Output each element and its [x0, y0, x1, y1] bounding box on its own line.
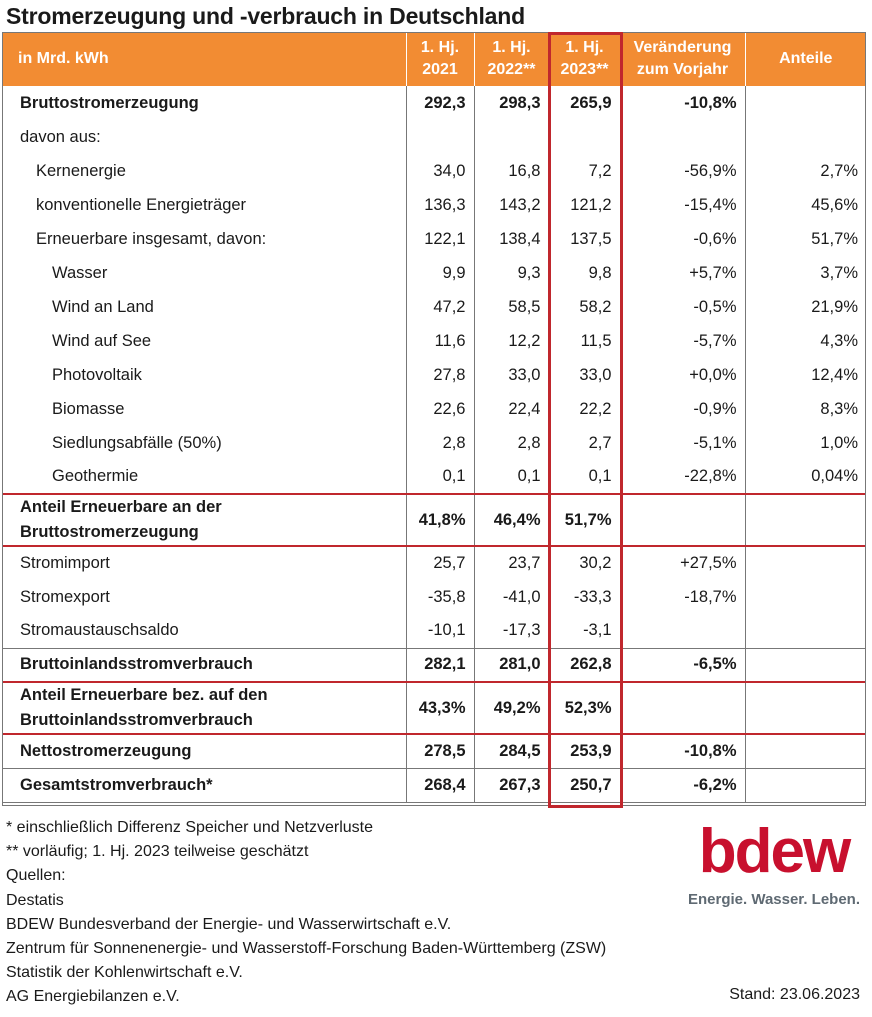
table-row — [2, 188, 866, 222]
value-2021: 136,3 — [406, 188, 474, 222]
share-value: 21,9% — [745, 290, 866, 324]
table-row — [2, 358, 866, 392]
value-2023: -33,3 — [549, 580, 620, 614]
value-2022: 9,3 — [474, 256, 549, 290]
value-2023: 11,5 — [549, 324, 620, 358]
value-2021: 34,0 — [406, 154, 474, 188]
value-2022: 22,4 — [474, 392, 549, 426]
value-2021: 43,3% — [406, 682, 474, 734]
value-2022 — [474, 120, 549, 154]
value-2022: 0,1 — [474, 460, 549, 494]
row-label: Bruttostromerzeugung — [20, 93, 199, 112]
table-row — [2, 648, 866, 682]
row-label: Anteil Erneuerbare bez. auf den Bruttoinlandsstromverbrauch — [2, 682, 406, 734]
value-2022: 284,5 — [474, 734, 549, 768]
value-2023 — [549, 120, 620, 154]
change-value: -15,4% — [620, 188, 745, 222]
table-row — [2, 392, 866, 426]
value-2022: 49,2% — [474, 682, 549, 734]
row-label: Siedlungsabfälle (50%) — [52, 433, 222, 452]
change-value: -0,6% — [620, 222, 745, 256]
value-2021: 2,8 — [406, 426, 474, 460]
table-row — [2, 290, 866, 324]
change-value: +27,5% — [620, 546, 745, 580]
table-row — [2, 580, 866, 614]
table-header-row — [2, 32, 866, 86]
value-2023: 137,5 — [549, 222, 620, 256]
col-header-change: Veränderung zum Vorjahr — [620, 32, 745, 86]
unit-header: in Mrd. kWh — [18, 50, 109, 67]
value-2022: 46,4% — [474, 494, 549, 546]
row-label: Bruttoinlandsstromverbrauch — [2, 648, 406, 682]
table-row — [2, 120, 866, 154]
value-2023: 253,9 — [549, 734, 620, 768]
logo-word: bdew — [698, 818, 850, 886]
share-value — [745, 648, 866, 682]
table-row — [2, 460, 866, 494]
row-label: Anteil Erneuerbare an der Bruttostromerzeugung — [2, 494, 406, 546]
value-2022: 143,2 — [474, 188, 549, 222]
table-row — [2, 734, 866, 768]
share-value: 8,3% — [745, 392, 866, 426]
value-2021: 0,1 — [406, 460, 474, 494]
share-value: 3,7% — [745, 256, 866, 290]
change-value: -56,9% — [620, 154, 745, 188]
change-value: -6,2% — [620, 768, 745, 802]
row-label: konventionelle Energieträger — [36, 195, 247, 214]
table-row — [2, 256, 866, 290]
value-2022: 298,3 — [474, 86, 549, 120]
share-value: 1,0% — [745, 426, 866, 460]
footnote: ** vorläufig; 1. Hj. 2023 teilweise geschätzt — [6, 843, 309, 861]
table-row — [2, 546, 866, 580]
share-value: 45,6% — [745, 188, 866, 222]
value-2023: 0,1 — [549, 460, 620, 494]
value-2023: 262,8 — [549, 648, 620, 682]
table-row — [2, 768, 866, 802]
value-2023: 51,7% — [549, 494, 620, 546]
value-2023: 9,8 — [549, 256, 620, 290]
share-value — [745, 682, 866, 734]
change-value: -0,5% — [620, 290, 745, 324]
value-2023: 265,9 — [549, 86, 620, 120]
table-row — [2, 494, 866, 546]
value-2021: 11,6 — [406, 324, 474, 358]
value-2021: 282,1 — [406, 648, 474, 682]
source-item: Zentrum für Sonnenenergie- und Wasserstoff-Forschung Baden-Württemberg (ZSW) — [6, 940, 607, 958]
table-row — [2, 222, 866, 256]
value-2022: -17,3 — [474, 614, 549, 648]
value-2022: 58,5 — [474, 290, 549, 324]
source-item: BDEW Bundesverband der Energie- und Wasserwirtschaft e.V. — [6, 915, 452, 933]
row-label: Geothermie — [52, 467, 139, 485]
footnote: * einschließlich Differenz Speicher und Netzverluste — [6, 819, 373, 836]
share-value: 12,4% — [745, 358, 866, 392]
value-2021: -35,8 — [406, 580, 474, 614]
data-table — [2, 32, 866, 803]
source-item: AG Energiebilanzen e.V. — [6, 988, 180, 1006]
stand-date: Stand: 23.06.2023 — [729, 986, 860, 1003]
share-value — [745, 120, 866, 154]
value-2021: 9,9 — [406, 256, 474, 290]
change-value — [620, 494, 745, 546]
value-2021 — [406, 120, 474, 154]
change-value — [620, 120, 745, 154]
source-item: Statistik der Kohlenwirtschaft e.V. — [6, 964, 243, 982]
change-value — [620, 682, 745, 734]
sources-heading: Quellen: — [6, 867, 66, 885]
change-value: -5,1% — [620, 426, 745, 460]
value-2023: 30,2 — [549, 546, 620, 580]
source-item: Destatis — [6, 891, 64, 909]
value-2022: -41,0 — [474, 580, 549, 614]
value-2021: 122,1 — [406, 222, 474, 256]
row-label: Stromexport — [20, 587, 110, 606]
value-2023: 52,3% — [549, 682, 620, 734]
row-label: Erneuerbare insgesamt, davon: — [36, 229, 267, 248]
value-2021: 47,2 — [406, 290, 474, 324]
value-2022: 2,8 — [474, 426, 549, 460]
logo-tagline: Energie. Wasser. Leben. — [687, 891, 861, 908]
row-label: Stromimport — [2, 546, 406, 580]
row-label: davon aus: — [20, 127, 101, 146]
value-2022: 281,0 — [474, 648, 549, 682]
table-row — [2, 154, 866, 188]
change-value: -0,9% — [620, 392, 745, 426]
col-header-2023: 1. Hj. 2023** — [549, 32, 620, 86]
value-2023: 250,7 — [549, 768, 620, 802]
value-2022: 33,0 — [474, 358, 549, 392]
table-body — [2, 86, 866, 802]
table-row — [2, 324, 866, 358]
table-row — [2, 682, 866, 734]
value-2021: 22,6 — [406, 392, 474, 426]
share-value — [745, 546, 866, 580]
share-value — [745, 580, 866, 614]
value-2023: 7,2 — [549, 154, 620, 188]
footnotes — [6, 816, 606, 1010]
value-2021: 292,3 — [406, 86, 474, 120]
change-value: +0,0% — [620, 358, 745, 392]
change-value — [620, 614, 745, 648]
value-2022: 16,8 — [474, 154, 549, 188]
change-value: -10,8% — [620, 86, 745, 120]
value-2021: 278,5 — [406, 734, 474, 768]
row-label: Wasser — [52, 263, 108, 282]
value-2022: 267,3 — [474, 768, 549, 802]
row-label: Kernenergie — [36, 161, 126, 180]
share-value: 4,3% — [745, 324, 866, 358]
value-2023: -3,1 — [549, 614, 620, 648]
value-2021: 25,7 — [406, 546, 474, 580]
value-2022: 12,2 — [474, 324, 549, 358]
share-value — [745, 768, 866, 802]
value-2023: 33,0 — [549, 358, 620, 392]
value-2022: 23,7 — [474, 546, 549, 580]
row-label: Wind auf See — [52, 331, 152, 350]
share-value — [745, 614, 866, 648]
col-header-share: Anteile — [745, 32, 866, 86]
share-value — [745, 86, 866, 120]
value-2023: 58,2 — [549, 290, 620, 324]
change-value: -5,7% — [620, 324, 745, 358]
value-2021: 268,4 — [406, 768, 474, 802]
change-value: -22,8% — [620, 460, 745, 494]
share-value — [745, 494, 866, 546]
change-value: -10,8% — [620, 734, 745, 768]
bdew-logo-graphic — [686, 818, 862, 910]
col-header-2022: 1. Hj. 2022** — [474, 32, 549, 86]
row-label: Biomasse — [52, 399, 125, 418]
row-label: Gesamtstromverbrauch* — [2, 768, 406, 802]
data-table-wrapper — [2, 32, 866, 806]
row-label: Stromaustauschsaldo — [20, 621, 179, 640]
change-value: +5,7% — [620, 256, 745, 290]
table-row — [2, 426, 866, 460]
value-2023: 121,2 — [549, 188, 620, 222]
value-2023: 2,7 — [549, 426, 620, 460]
table-row — [2, 614, 866, 648]
change-value: -18,7% — [620, 580, 745, 614]
share-value: 51,7% — [745, 222, 866, 256]
change-value: -6,5% — [620, 648, 745, 682]
value-2023: 22,2 — [549, 392, 620, 426]
value-2021: 27,8 — [406, 358, 474, 392]
col-header-2021: 1. Hj. 2021 — [406, 32, 474, 86]
row-label: Nettostromerzeugung — [2, 734, 406, 768]
bdew-logo — [686, 818, 862, 915]
table-row — [2, 86, 866, 120]
value-2022: 138,4 — [474, 222, 549, 256]
share-value — [745, 734, 866, 768]
page-title: Stromerzeugung und -verbrauch in Deutschland — [6, 3, 525, 29]
row-label: Photovoltaik — [52, 365, 142, 384]
row-label: Wind an Land — [52, 297, 154, 316]
value-2021: -10,1 — [406, 614, 474, 648]
value-2021: 41,8% — [406, 494, 474, 546]
share-value: 2,7% — [745, 154, 866, 188]
share-value: 0,04% — [745, 460, 866, 494]
